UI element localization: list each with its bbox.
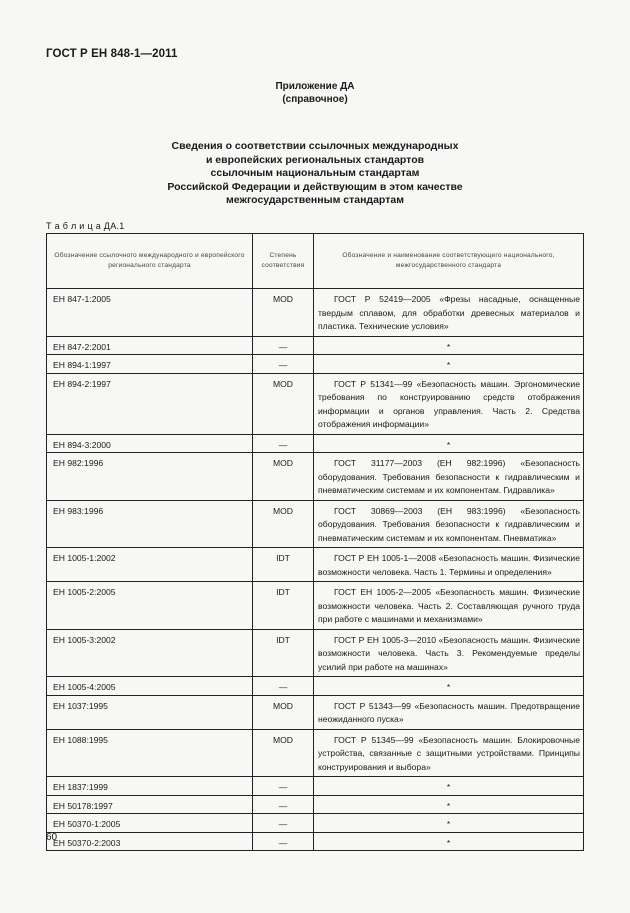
national-standard-cell bbox=[314, 695, 584, 729]
national-standard-cell: * bbox=[314, 814, 584, 833]
reference-standard-cell: ЕН 50178:1997 bbox=[47, 795, 253, 814]
column-header-national-standard: Обозначение и наименование соответствующего национального, межгосударственного стандарта bbox=[314, 234, 584, 289]
column-header-degree: Степень соответствия bbox=[253, 234, 314, 289]
appendix-heading bbox=[0, 80, 630, 106]
table-row bbox=[47, 373, 584, 434]
table-row bbox=[47, 582, 584, 630]
national-standard-text: ГОСТ 31177—2003 (ЕН 982:1996) «Безопасность оборудования. Требования безопасности к гидравлическим и пневматическим системам и их компонентам. Гидравлика» bbox=[318, 458, 580, 495]
table-row bbox=[47, 355, 584, 374]
reference-standard-cell: ЕН 847-1:2005 bbox=[47, 289, 253, 337]
title-line: и европейских региональных стандартов bbox=[205, 153, 425, 166]
reference-standard-cell: ЕН 50370-1:2005 bbox=[47, 814, 253, 833]
degree-cell: MOD bbox=[253, 500, 314, 548]
table-row bbox=[47, 336, 584, 355]
table-caption: Т а б л и ц а ДА.1 bbox=[46, 221, 125, 231]
table-row bbox=[47, 548, 584, 582]
degree-cell: — bbox=[253, 832, 314, 851]
national-standard-cell bbox=[314, 500, 584, 548]
table-row bbox=[47, 777, 584, 796]
reference-standard-cell: ЕН 1005-3:2002 bbox=[47, 629, 253, 677]
title-line: ссылочным национальным стандартам bbox=[210, 167, 420, 180]
degree-cell: — bbox=[253, 814, 314, 833]
table-row bbox=[47, 677, 584, 696]
section-title bbox=[0, 140, 630, 208]
national-standard-cell: * bbox=[314, 677, 584, 696]
national-standard-text: ГОСТ 30869—2003 (ЕН 983:1996) «Безопасность оборудования. Требования безопасности к гидравлическим и пневматическим системам и их компонентам. Пневматика» bbox=[318, 505, 580, 543]
national-standard-cell bbox=[314, 453, 584, 501]
reference-standard-cell: ЕН 982:1996 bbox=[47, 453, 253, 501]
degree-cell: IDT bbox=[253, 629, 314, 677]
national-standard-text: ГОСТ Р 52419—2005 «Фрезы насадные, оснащенные твердым сплавом, для обработки древесных материалов и пластика. Технические условия» bbox=[318, 294, 580, 331]
table-row bbox=[47, 500, 584, 548]
reference-standard-cell: ЕН 894-3:2000 bbox=[47, 434, 253, 453]
national-standard-text: ГОСТ Р 51343—99 «Безопасность машин. Предотвращение неожиданного пуска» bbox=[318, 700, 580, 724]
national-standard-text: ГОСТ Р 51345—99 «Безопасность машин. Блокировочные устройства, связанные с защитными устройствами. Принципы конструирования и выбора» bbox=[318, 734, 580, 772]
degree-cell: MOD bbox=[253, 695, 314, 729]
reference-standard-cell: ЕН 1005-2:2005 bbox=[47, 582, 253, 630]
reference-standard-cell: ЕН 894-2:1997 bbox=[47, 373, 253, 434]
page-number: 60 bbox=[46, 832, 58, 843]
table-row bbox=[47, 814, 584, 833]
degree-cell: IDT bbox=[253, 548, 314, 582]
national-standard-cell: * bbox=[314, 777, 584, 796]
degree-cell: — bbox=[253, 677, 314, 696]
reference-standard-cell: ЕН 894-1:1997 bbox=[47, 355, 253, 374]
appendix-name: Приложение ДА bbox=[275, 81, 355, 92]
degree-cell: — bbox=[253, 355, 314, 374]
degree-cell: — bbox=[253, 777, 314, 796]
national-standard-cell bbox=[314, 729, 584, 777]
reference-standard-cell: ЕН 1837:1999 bbox=[47, 777, 253, 796]
correspondence-table bbox=[46, 233, 584, 851]
degree-cell: IDT bbox=[253, 582, 314, 630]
degree-cell: MOD bbox=[253, 729, 314, 777]
table-row bbox=[47, 695, 584, 729]
table-row bbox=[47, 795, 584, 814]
table-header-row bbox=[47, 234, 584, 289]
national-standard-text: ГОСТ Р 51341—99 «Безопасность машин. Эргономические требования по конструированию средств отображения информации и органов управления. Часть 2. Средства отображения информации» bbox=[318, 378, 580, 429]
degree-cell: MOD bbox=[253, 289, 314, 337]
national-standard-text: ГОСТ ЕН 1005-2—2005 «Безопасность машин. Физические возможности человека. Часть 2. Составляющая ручного труда при работе с машинами и механизмами» bbox=[318, 587, 580, 624]
table-row bbox=[47, 289, 584, 337]
national-standard-cell: * bbox=[314, 355, 584, 374]
table-row bbox=[47, 453, 584, 501]
title-line: Российской Федерации и действующим в этом качестве bbox=[167, 180, 463, 193]
title-line: межгосударственным стандартам bbox=[226, 194, 404, 207]
table-row bbox=[47, 729, 584, 777]
table-row bbox=[47, 629, 584, 677]
table-row bbox=[47, 832, 584, 851]
reference-standard-cell: ЕН 1005-1:2002 bbox=[47, 548, 253, 582]
reference-standard-cell: ЕН 50370-2:2003 bbox=[47, 832, 253, 851]
national-standard-text: ГОСТ Р ЕН 1005-3—2010 «Безопасность машин. Физические возможности человека. Часть 3. Рекомендуемые пределы усилий при работе на машинах» bbox=[318, 634, 580, 672]
reference-standard-cell: ЕН 1037:1995 bbox=[47, 695, 253, 729]
column-header-reference-standard: Обозначение ссылочного международного и европейского регионального стандарта bbox=[47, 234, 253, 289]
national-standard-cell bbox=[314, 373, 584, 434]
document-header: ГОСТ Р ЕН 848-1—2011 bbox=[46, 48, 178, 60]
reference-standard-cell: ЕН 847-2:2001 bbox=[47, 336, 253, 355]
appendix-note: (справочное) bbox=[282, 94, 348, 105]
reference-standard-cell: ЕН 983:1996 bbox=[47, 500, 253, 548]
national-standard-cell bbox=[314, 548, 584, 582]
national-standard-cell bbox=[314, 582, 584, 630]
national-standard-cell: * bbox=[314, 434, 584, 453]
national-standard-cell bbox=[314, 629, 584, 677]
national-standard-cell: * bbox=[314, 336, 584, 355]
table-body bbox=[47, 289, 584, 851]
reference-standard-cell: ЕН 1088:1995 bbox=[47, 729, 253, 777]
title-line: Сведения о соответствии ссылочных международных bbox=[171, 140, 459, 152]
degree-cell: — bbox=[253, 434, 314, 453]
reference-standard-cell: ЕН 1005-4:2005 bbox=[47, 677, 253, 696]
degree-cell: — bbox=[253, 336, 314, 355]
degree-cell: — bbox=[253, 795, 314, 814]
national-standard-cell: * bbox=[314, 832, 584, 851]
national-standard-cell bbox=[314, 289, 584, 337]
degree-cell: MOD bbox=[253, 373, 314, 434]
national-standard-text: ГОСТ Р ЕН 1005-1—2008 «Безопасность машин. Физические возможности человека. Часть 1. Термины и определения» bbox=[318, 553, 580, 577]
degree-cell: MOD bbox=[253, 453, 314, 501]
national-standard-cell: * bbox=[314, 795, 584, 814]
table-row bbox=[47, 434, 584, 453]
